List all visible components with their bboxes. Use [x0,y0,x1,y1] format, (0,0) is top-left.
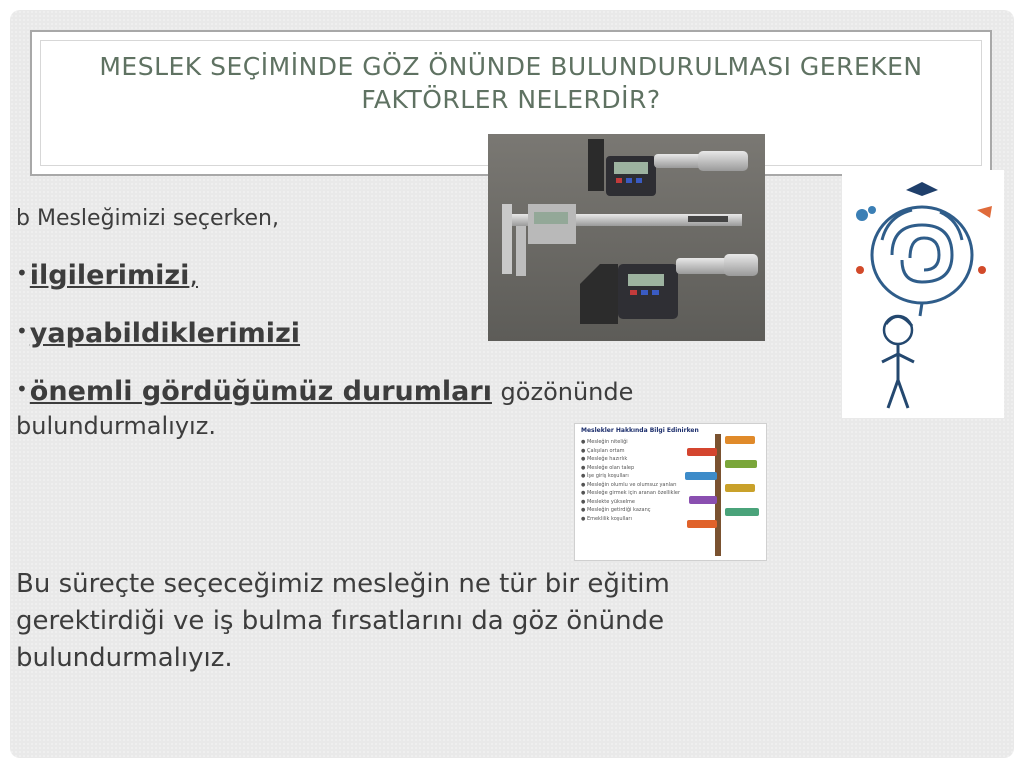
bullet-marker: • [16,377,28,401]
bullet-text: yapabildiklerimizi [29,318,301,349]
signpost-list-item: ● Mesleğe hazırlık [581,456,628,462]
bullet-tail: gözönünde bulundurmalıyız. [16,378,634,440]
signpost-list-item: ● Mesleğe olan talep [581,464,635,471]
person-thinking-maze-icon [842,170,1004,418]
signpost-list-item: ● Mesleğe girmek için aranan özellikler [581,490,681,496]
slide [10,10,1014,758]
bullet-item [16,314,836,351]
bullet-marker: • [16,319,28,343]
bullet-item [16,372,836,443]
bullet-text: önemli gördüğümüz durumları [29,376,492,407]
signpost-list-item: ● Mesleğin getirdiği kazanç [581,507,651,513]
bullet-marker: • [16,261,28,285]
conclusion-text: Bu süreçte seçeceğimiz mesleğin ne tür bir eğitim gerektirdiği ve iş bulma fırsatlarını da göz önünde bulundurmalıyız. [16,569,670,673]
slide-title: MESLEK SEÇİMİNDE GÖZ ÖNÜNDE BULUNDURULMASI GEREKEN FAKTÖRLER NELERDİR? [99,52,923,114]
signpost-list-item: ● Çalışılan ortam [581,447,625,454]
maze-thinker-illustration [842,170,1004,418]
bullet-list [16,256,836,464]
signpost-list-item: ● İşe giriş koşulları [581,473,629,479]
bullet-text: ilgilerimizi [29,260,190,291]
bullet-suffix: , [189,260,198,291]
signpost-list-item: ● Mesleğin niteliği [581,439,628,445]
signpost-list-item: ● Meslekte yükselme [581,498,635,505]
signpost-heading: Meslekler Hakkında Bilgi Edinirken [581,427,699,434]
signpost-list-item: ● Emeklilik koşulları [581,515,632,522]
bullet-item [16,256,836,293]
intro-text: b Mesleğimizi seçerken, [16,206,279,231]
signpost-list-item: ● Mesleğin olumlu ve olumsuz yanları [581,481,677,488]
